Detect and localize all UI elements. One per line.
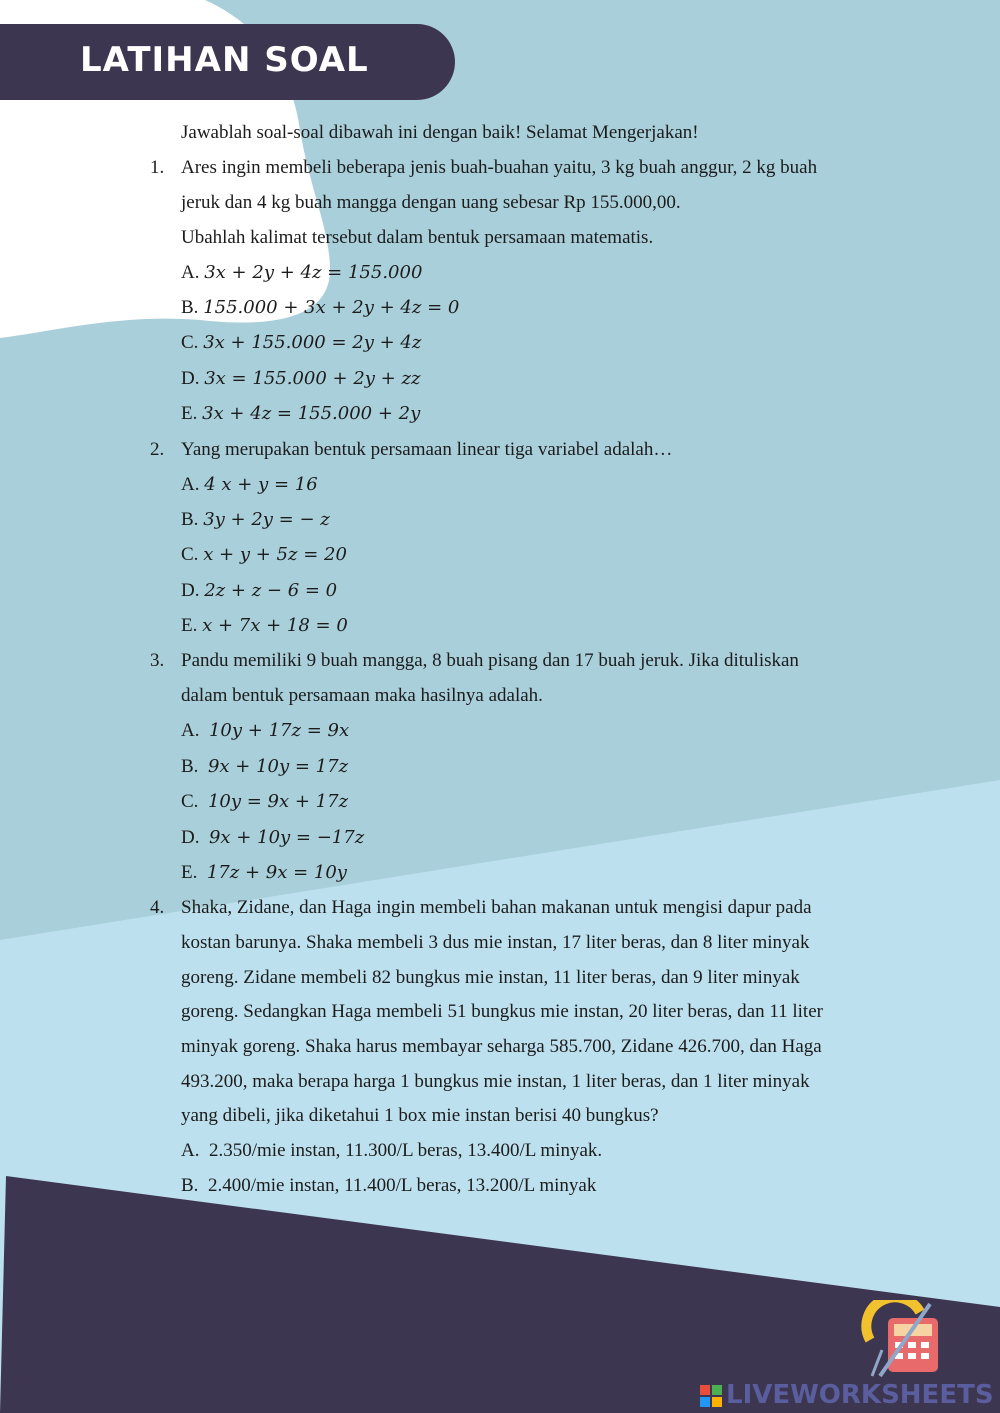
- question-text: 493.200, maka berapa harga 1 bungkus mie instan, 1 liter beras, dan 1 liter minyak: [181, 1071, 810, 1092]
- option-text: 9𝑥 + 10𝑦 = 17𝑧: [207, 756, 349, 777]
- option-text: 3𝑥 + 4𝑧 = 155.000 + 2𝑦: [202, 403, 421, 424]
- option-label: B.: [181, 509, 199, 530]
- question-text: minyak goreng. Shaka harus membayar seharga 585.700, Zidane 426.700, dan Haga: [181, 1036, 822, 1057]
- option-text: 155.000 + 3𝑥 + 2𝑦 + 4𝑧 = 0: [203, 297, 460, 318]
- answer-option[interactable]: [181, 1139, 602, 1163]
- option-label: E.: [181, 403, 198, 424]
- answer-option[interactable]: [181, 1174, 596, 1198]
- watermark-text: LIVEWORKSHEETS: [726, 1380, 994, 1410]
- answer-option[interactable]: [181, 719, 349, 743]
- liveworksheets-watermark: [700, 1380, 994, 1410]
- option-text: 3𝑥 = 155.000 + 2𝑦 + 𝑧𝑧: [204, 368, 421, 389]
- page-title: LATIHAN SOAL: [80, 40, 369, 80]
- option-text: 𝑥 + 𝑦 + 5𝑧 = 20: [203, 544, 347, 565]
- option-text: 𝑥 + 7𝑥 + 18 = 0: [202, 615, 348, 636]
- option-label: B.: [181, 1175, 199, 1196]
- answer-option[interactable]: [181, 296, 459, 320]
- question-text: dalam bentuk persamaan maka hasilnya adalah.: [181, 685, 543, 706]
- question-text: goreng. Zidane membeli 82 bungkus mie instan, 11 liter beras, dan 9 liter minyak: [181, 967, 800, 988]
- option-label: E.: [181, 615, 198, 636]
- question-text: Pandu memiliki 9 buah mangga, 8 buah pisang dan 17 buah jeruk. Jika dituliskan: [181, 650, 799, 671]
- option-text: 4 𝑥 + 𝑦 = 16: [204, 474, 318, 495]
- intro-text: Jawablah soal-soal dibawah ini dengan baik! Selamat Mengerjakan!: [181, 122, 699, 143]
- liveworksheets-badge-icon: [700, 1385, 722, 1407]
- option-text: 2𝑧 + 𝑧 − 6 = 0: [204, 580, 338, 601]
- option-label: A.: [181, 474, 200, 495]
- question-text: yang dibeli, jika diketahui 1 box mie instan berisi 40 bungkus?: [181, 1105, 659, 1126]
- question-text: Ubahlah kalimat tersebut dalam bentuk persamaan matematis.: [181, 227, 654, 248]
- option-label: B.: [181, 297, 199, 318]
- question-number: 4.: [150, 897, 165, 918]
- option-text: 10𝑦 + 17𝑧 = 9𝑥: [208, 720, 350, 741]
- answer-option[interactable]: [181, 508, 330, 532]
- answer-option[interactable]: [181, 579, 337, 603]
- question-text: kostan barunya. Shaka membeli 3 dus mie instan, 17 liter beras, dan 8 liter minyak: [181, 932, 810, 953]
- option-label: D.: [181, 368, 200, 389]
- answer-option[interactable]: [181, 473, 318, 497]
- option-label: D.: [181, 580, 200, 601]
- answer-option[interactable]: [181, 331, 421, 355]
- option-label: C.: [181, 791, 199, 812]
- option-text: 10𝑦 = 9𝑥 + 17𝑧: [207, 791, 349, 812]
- option-text: 3𝑥 + 2𝑦 + 4𝑧 = 155.000: [204, 262, 423, 283]
- option-label: C.: [181, 544, 199, 565]
- answer-option[interactable]: [181, 861, 347, 885]
- answer-option[interactable]: [181, 543, 347, 567]
- option-label: C.: [181, 332, 199, 353]
- option-label: B.: [181, 756, 199, 777]
- option-label: A.: [181, 720, 200, 741]
- question-text: goreng. Sedangkan Haga membeli 51 bungkus mie instan, 20 liter beras, dan 11 liter: [181, 1001, 823, 1022]
- option-label: A.: [181, 262, 200, 283]
- option-text: 17𝑧 + 9𝑥 = 10𝑦: [206, 862, 347, 883]
- question-number: 3.: [150, 650, 165, 671]
- question-text: Ares ingin membeli beberapa jenis buah-buahan yaitu, 3 kg buah anggur, 2 kg buah: [181, 157, 818, 178]
- answer-option[interactable]: [181, 826, 364, 850]
- option-label: A.: [181, 1140, 200, 1161]
- option-text: 9𝑥 + 10𝑦 = −17𝑧: [208, 827, 365, 848]
- answer-option[interactable]: [181, 402, 420, 426]
- question-number: 1.: [150, 157, 165, 178]
- answer-option[interactable]: [181, 367, 420, 391]
- option-label: E.: [181, 862, 198, 883]
- answer-option[interactable]: [181, 790, 348, 814]
- question-text: Yang merupakan bentuk persamaan linear tiga variabel adalah…: [181, 439, 673, 460]
- answer-option[interactable]: [181, 261, 422, 285]
- option-text: 2.400/mie instan, 11.400/L beras, 13.200/L minyak: [207, 1175, 597, 1196]
- question-text: jeruk dan 4 kg buah mangga dengan uang sebesar Rp 155.000,00.: [181, 192, 681, 213]
- calculator-compass-icon: [860, 1300, 950, 1380]
- answer-option[interactable]: [181, 755, 348, 779]
- question-text: Shaka, Zidane, dan Haga ingin membeli bahan makanan untuk mengisi dapur pada: [181, 897, 812, 918]
- option-label: D.: [181, 827, 200, 848]
- answer-option[interactable]: [181, 614, 348, 638]
- option-text: 3𝑦 + 2𝑦 = − 𝑧: [203, 509, 330, 530]
- option-text: 3𝑥 + 155.000 = 2𝑦 + 4𝑧: [203, 332, 422, 353]
- option-text: 2.350/mie instan, 11.300/L beras, 13.400/L minyak.: [208, 1140, 603, 1161]
- question-number: 2.: [150, 439, 165, 460]
